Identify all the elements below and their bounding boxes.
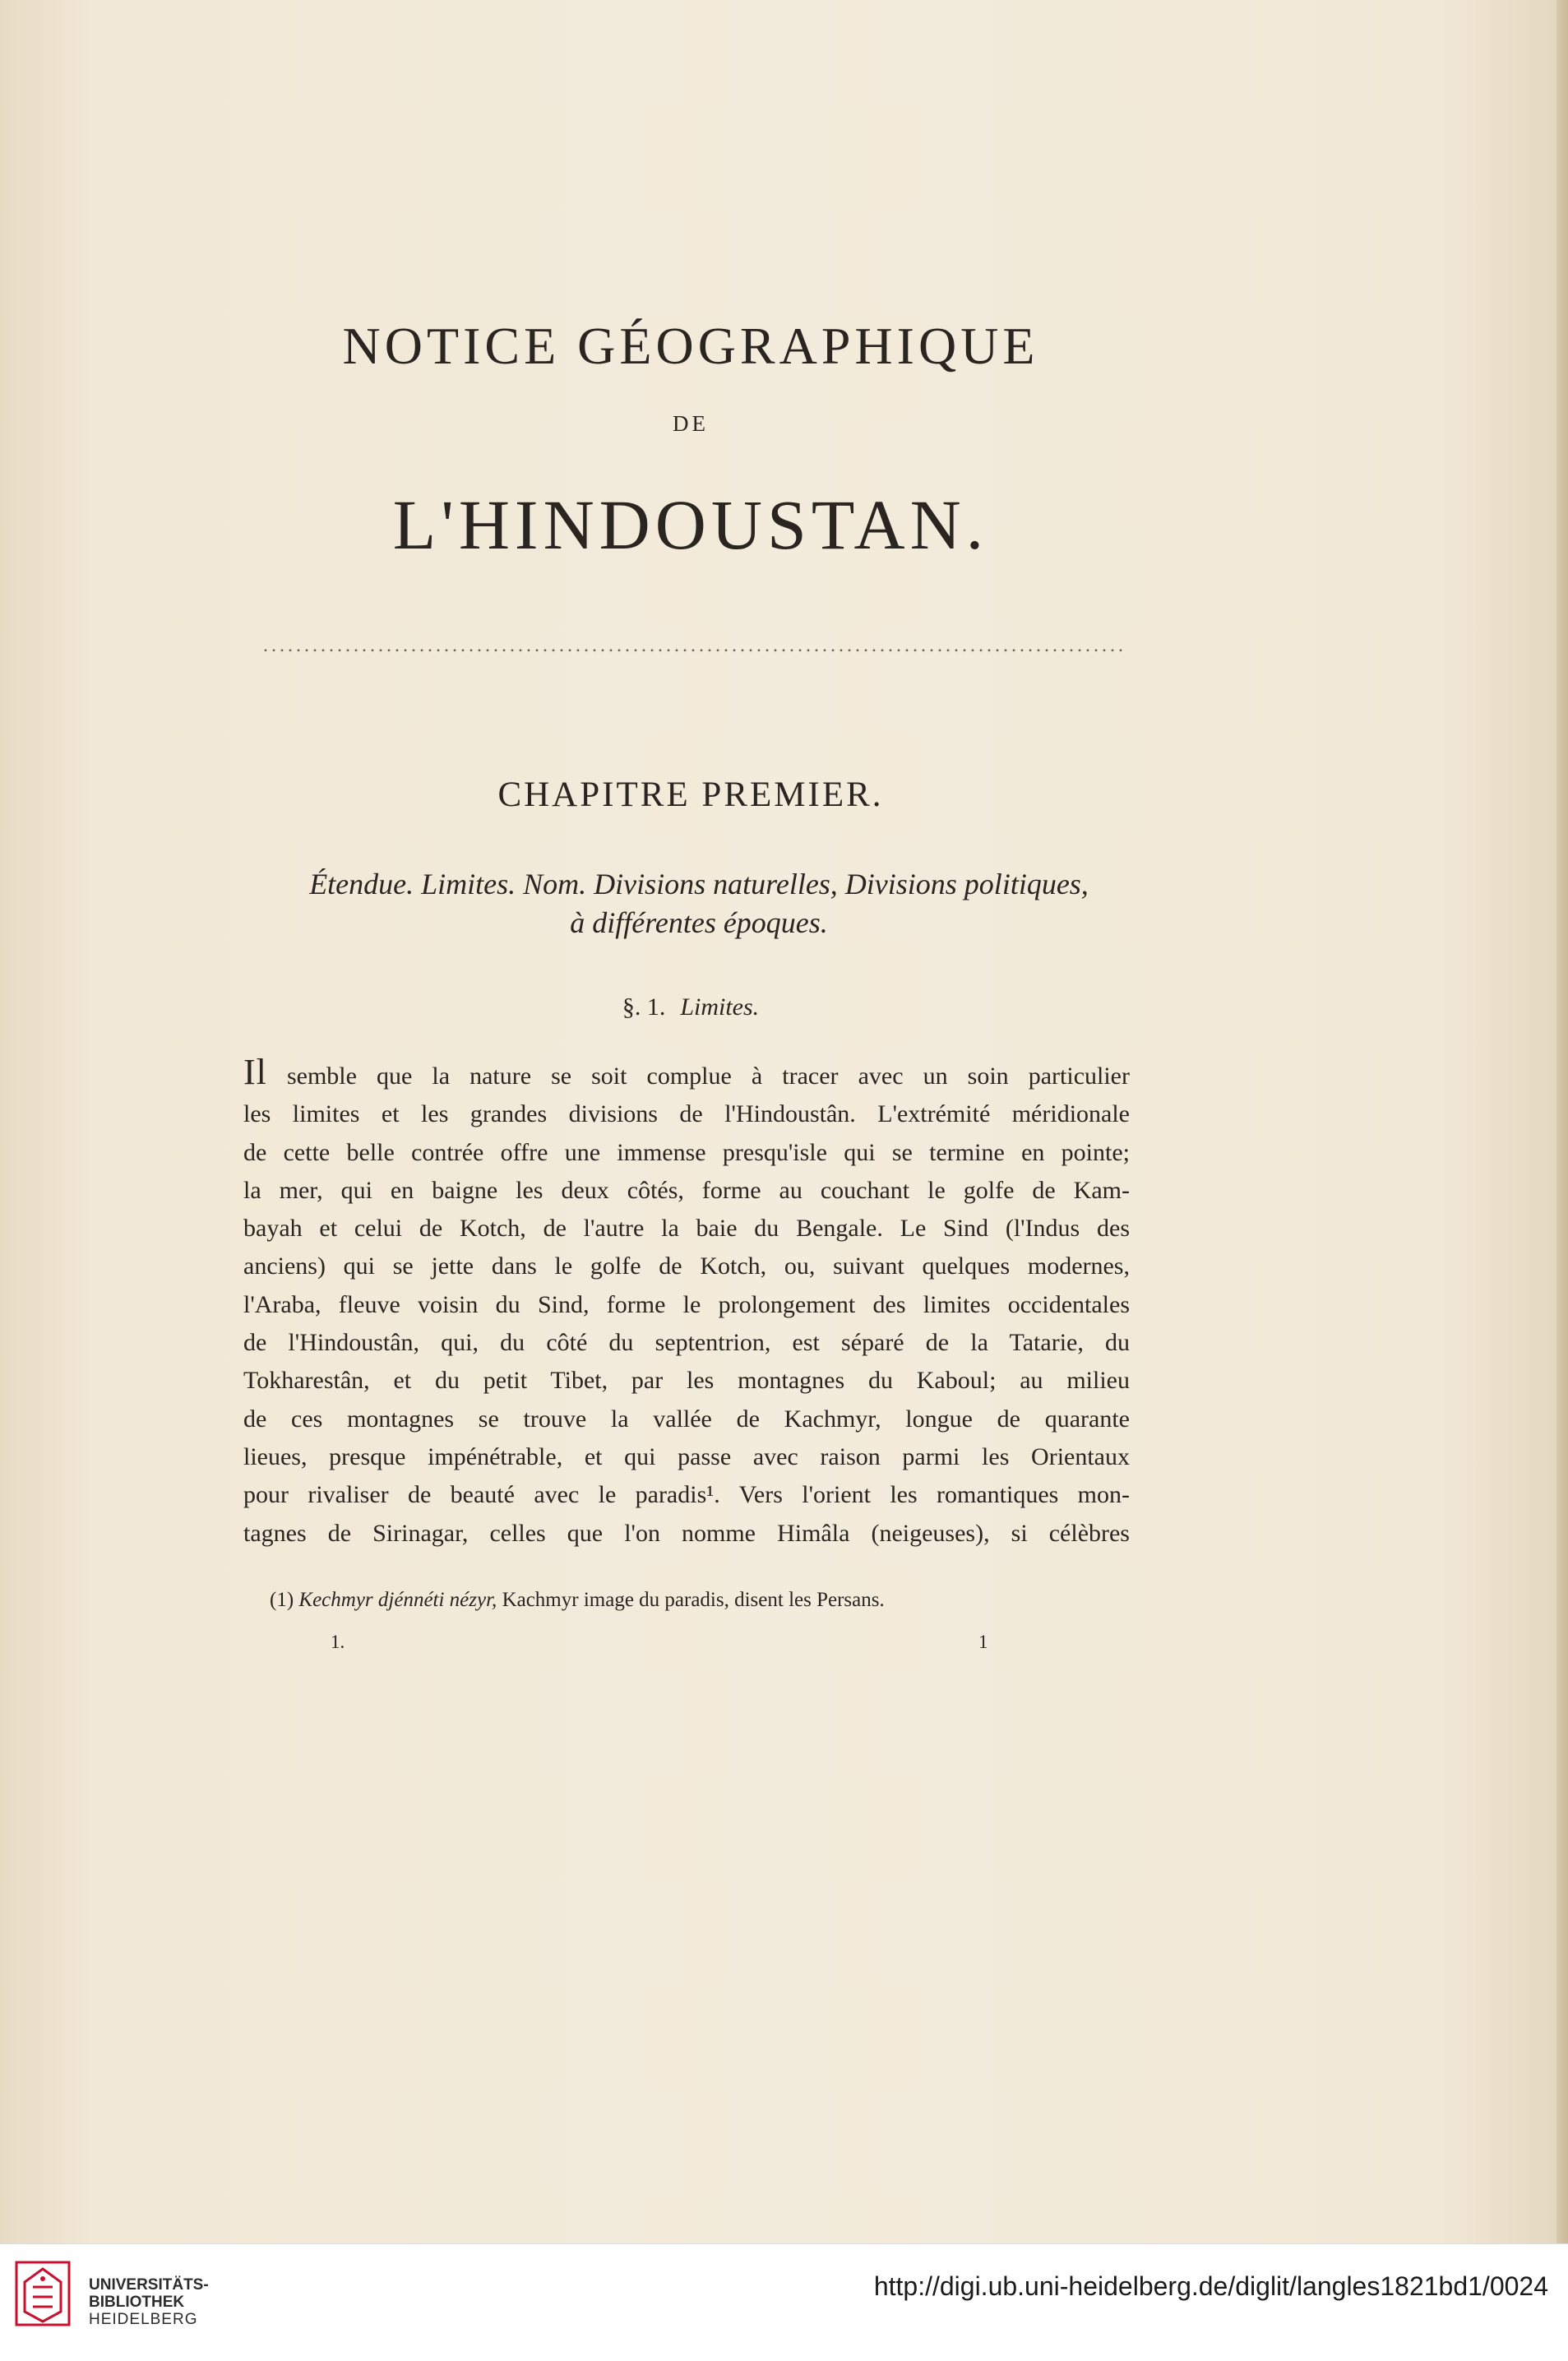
- body-line-text: semble que la nature se soit complue à tracer avec un soin particulier: [266, 1062, 1130, 1090]
- body-line: de l'Hindoustân, qui, du côté du septentrion, est séparé de la Tatarie, du: [243, 1329, 1130, 1357]
- drop-capital: Il: [243, 1058, 267, 1092]
- footnote-italic: Kechmyr djénnéti nézyr,: [298, 1589, 497, 1611]
- chapter-subtitle-line: à différentes époques.: [570, 906, 828, 939]
- section-name: Limites.: [680, 993, 760, 1021]
- signature-mark: 1.: [331, 1632, 345, 1652]
- permalink-url[interactable]: http://digi.ub.uni-heidelberg.de/diglit/langles1821bd1/0024: [873, 2271, 1548, 2301]
- footnote-number: (1): [270, 1589, 294, 1611]
- section-heading: [247, 993, 1135, 1021]
- body-line: de ces montagnes se trouve la vallée de Kachmyr, longue de quarante: [243, 1405, 1130, 1433]
- footer-bar: [0, 2243, 1568, 2361]
- ornamental-rule: [261, 646, 1126, 655]
- chapter-subtitle: [271, 865, 1126, 942]
- chapter-title: CHAPITRE PREMIER.: [497, 775, 884, 814]
- footnote-text: Kachmyr image du paradis, disent les Persans.: [502, 1589, 885, 1611]
- document-title: NOTICE GÉOGRAPHIQUE: [342, 317, 1039, 375]
- body-line: les limites et les grandes divisions de l'Hindoustân. L'extrémité méridionale: [243, 1100, 1130, 1128]
- section-number: §. 1.: [622, 993, 666, 1021]
- body-line: pour rivaliser de beauté avec le paradis¹. Vers l'orient les romantiques mon-: [243, 1481, 1130, 1509]
- footnote: [270, 1589, 1125, 1612]
- institution-line: BIBLIOTHEK: [89, 2294, 185, 2311]
- institution-line: HEIDELBERG: [89, 2311, 198, 2328]
- body-text: [243, 1058, 1130, 1553]
- body-line: [243, 1058, 1130, 1095]
- body-line: Tokharestân, et du petit Tibet, par les montagnes du Kaboul; au milieu: [243, 1367, 1130, 1395]
- body-line: la mer, qui en baigne les deux côtés, forme au couchant le golfe de Kam-: [243, 1176, 1130, 1204]
- document-subtitle: L'HINDOUSTAN.: [392, 485, 989, 564]
- body-line: lieues, presque impénétrable, et qui passe avec raison parmi les Orientaux: [243, 1442, 1130, 1470]
- body-line: l'Araba, fleuve voisin du Sind, forme le prolongement des limites occidentales: [243, 1290, 1130, 1318]
- body-line: tagnes de Sirinagar, celles que l'on nomme Himâla (neigeuses), si célèbres: [243, 1519, 1130, 1547]
- body-line: de cette belle contrée offre une immense presqu'isle qui se termine en pointe;: [243, 1138, 1130, 1166]
- institution-line: UNIVERSITÄTS-: [89, 2276, 209, 2294]
- body-line: anciens) qui se jette dans le golfe de Kotch, ou, suivant quelques modernes,: [243, 1252, 1130, 1280]
- university-seal-icon[interactable]: [13, 2257, 72, 2330]
- page-number: 1: [978, 1632, 988, 1652]
- title-connector: DE: [673, 411, 709, 436]
- page-edge: [1556, 0, 1568, 2243]
- body-line: bayah et celui de Kotch, de l'autre la baie du Bengale. Le Sind (l'Indus des: [243, 1215, 1130, 1243]
- institution-name[interactable]: [89, 2276, 209, 2328]
- chapter-subtitle-line: Étendue. Limites. Nom. Divisions naturelles, Divisions politiques,: [309, 868, 1089, 900]
